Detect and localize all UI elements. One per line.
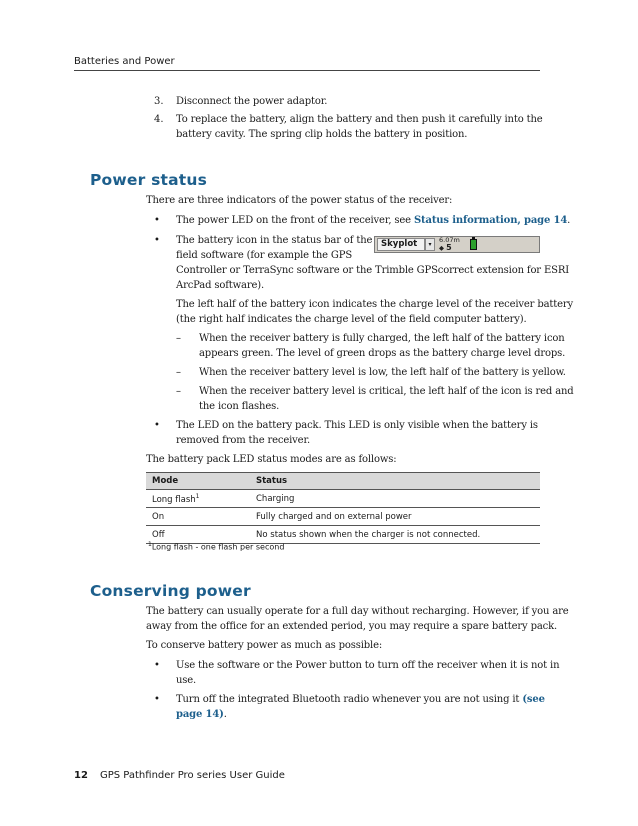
bullet-glyph: • <box>154 660 160 671</box>
body-text-line: away from the office for an extended period, you may require a spare battery pack. <box>146 621 558 632</box>
body-text-line: To conserve battery power as much as possible: <box>146 640 383 651</box>
bullet-text-end: . <box>223 709 227 720</box>
bullet-text-end: . <box>567 215 571 226</box>
bullet-glyph: • <box>154 420 160 431</box>
footnote-marker: 1 <box>195 492 200 500</box>
status-cell: No status shown when the charger is not connected. <box>250 526 540 544</box>
dash-glyph: – <box>176 367 181 378</box>
mode-cell: Off <box>146 526 250 544</box>
bullet-text <box>176 213 570 229</box>
table-intro: The battery pack LED status modes are as follows: <box>146 454 397 465</box>
step-text: Disconnect the power adaptor. <box>176 96 328 107</box>
battery-icon <box>470 239 477 250</box>
footnote-marker: 1 <box>148 541 152 548</box>
satellite-count-value: 5 <box>446 243 452 252</box>
bullet-text-line: The LED on the battery pack. This LED is only visible when the battery is <box>176 420 538 431</box>
dash-text-line: When the receiver battery level is critical, the left half of the icon is red and <box>199 386 574 397</box>
dash-glyph: – <box>176 333 181 344</box>
bullet-glyph: • <box>154 694 160 705</box>
bullet-text-line: use. <box>176 675 197 686</box>
bullet-text-part: The power LED on the front of the receiver, see <box>176 215 414 226</box>
bullet-text-line: Controller or TerraSync software or the Trimble GPScorrect extension for ESRI <box>176 265 570 276</box>
header-rule <box>74 70 540 71</box>
table-header-row <box>146 473 540 490</box>
led-status-table <box>146 472 540 544</box>
footnote-text: Long flash - one flash per second <box>151 542 285 552</box>
document-title: GPS Pathfinder Pro series User Guide <box>100 770 285 781</box>
bullet-text-line <box>176 692 545 708</box>
status-cell: Charging <box>250 490 540 508</box>
section-heading-conserving-power: Conserving power <box>90 582 251 600</box>
mode-cell <box>146 490 250 508</box>
status-information-link[interactable]: Status information, page 14 <box>413 215 568 226</box>
dash-text-line: When the receiver battery is fully charged, the left half of the battery icon <box>199 333 565 344</box>
skyplot-button: Skyplot <box>377 238 425 251</box>
column-header-status: Status <box>250 473 540 490</box>
mode-cell: On <box>146 508 250 526</box>
bullet-glyph: • <box>154 215 160 226</box>
bluetooth-link[interactable]: page 14) <box>176 709 224 720</box>
dash-glyph: – <box>176 386 181 397</box>
bullet-text-line: removed from the receiver. <box>176 435 311 446</box>
bullet-text-line: Use the software or the Power button to turn off the receiver when it is not in <box>176 660 560 671</box>
dash-text-line: the icon flashes. <box>199 401 280 412</box>
bluetooth-link[interactable]: (see <box>522 694 545 705</box>
satellite-count <box>439 244 460 252</box>
mode-value: Long flash <box>152 494 196 505</box>
step-text-line: To replace the battery, align the battery and then push it carefully into the <box>176 114 543 125</box>
chevron-down-icon: ▾ <box>425 238 435 251</box>
step-number: 3. <box>154 96 164 107</box>
body-text-line: (the right half indicates the charge level of the field computer battery). <box>176 314 527 325</box>
dash-text-line: When the receiver battery level is low, the left half of the battery is yellow. <box>199 367 566 378</box>
running-header: Batteries and Power <box>74 56 175 67</box>
table-footnote <box>148 541 284 552</box>
intro-text: There are three indicators of the power status of the receiver: <box>146 195 453 206</box>
step-text-line: battery cavity. The spring clip holds the battery in position. <box>176 129 468 140</box>
bullet-text-line: The battery icon in the status bar of the <box>176 235 373 246</box>
bullet-glyph: • <box>154 235 160 246</box>
bullet-text-line: field software (for example the GPS <box>176 250 353 261</box>
satellite-readout <box>439 237 460 252</box>
bullet-text-line: ArcPad software). <box>176 280 265 291</box>
table-row <box>146 508 540 526</box>
status-cell: Fully charged and on external power <box>250 508 540 526</box>
body-text-line: The left half of the battery icon indicates the charge level of the receiver battery <box>176 299 574 310</box>
body-text-line: The battery can usually operate for a full day without recharging. However, if you are <box>146 606 569 617</box>
bullet-text-part: Turn off the integrated Bluetooth radio whenever you are not using it <box>176 694 523 705</box>
table-row <box>146 490 540 508</box>
skyplot-status-bar <box>374 236 540 253</box>
column-header-mode: Mode <box>146 473 250 490</box>
dop-value: 6.07m <box>439 236 460 244</box>
satellite-icon: ◆ <box>439 244 444 252</box>
dash-text-line: appears green. The level of green drops as the battery charge level drops. <box>199 348 566 359</box>
section-heading-power-status: Power status <box>90 171 208 189</box>
bullet-text-line <box>176 707 227 723</box>
step-number: 4. <box>154 114 164 125</box>
page-number: 12 <box>74 770 88 781</box>
